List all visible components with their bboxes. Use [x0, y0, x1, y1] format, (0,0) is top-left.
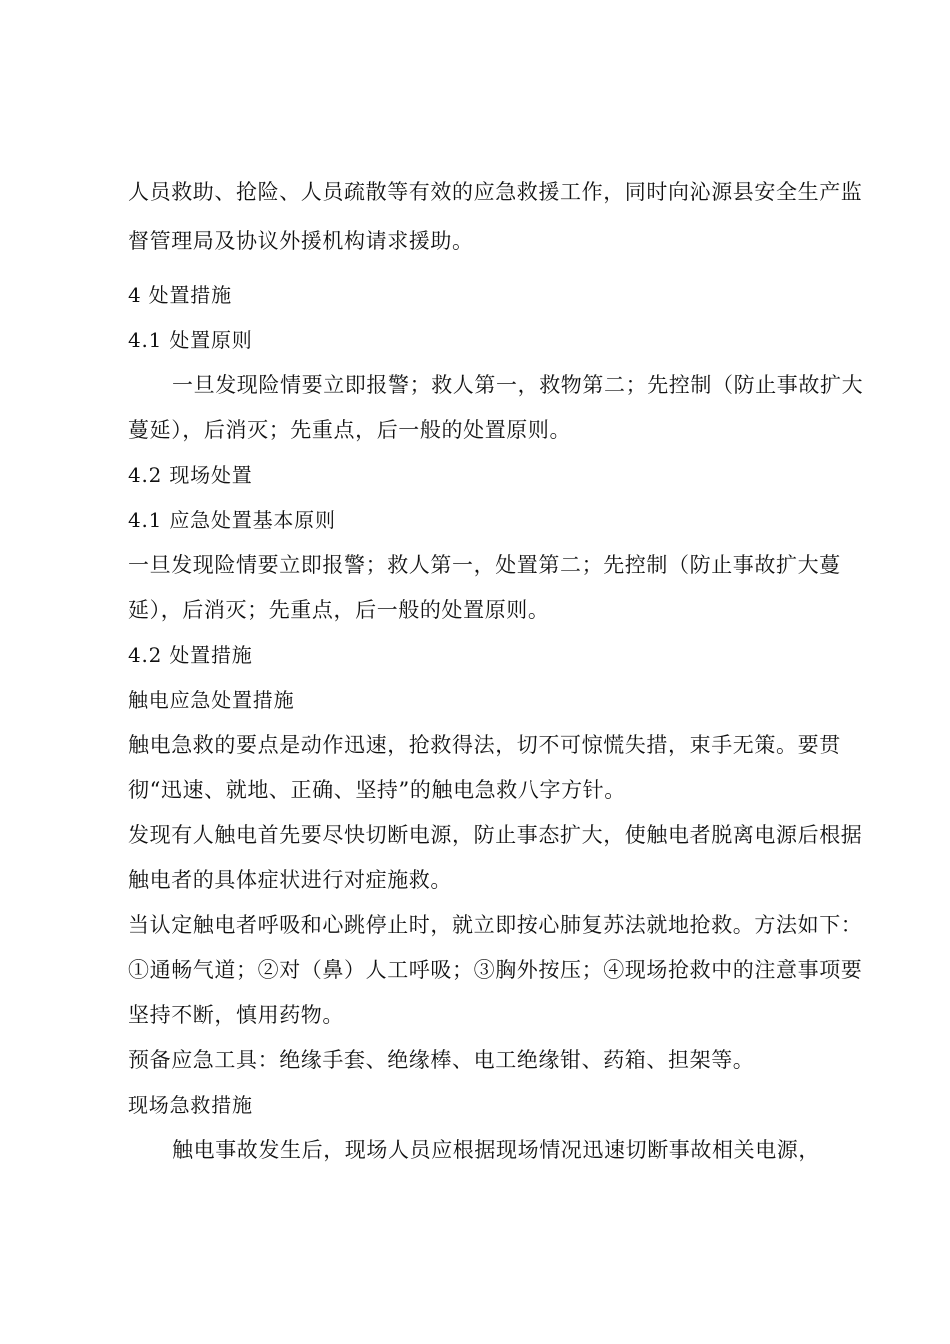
section-heading: 4 处置措施 [128, 283, 232, 307]
subsection-heading: 4.1 处置原则 [128, 328, 253, 352]
topic-heading: 现场急救措施 [128, 1093, 253, 1117]
subsection-heading: 4.2 现场处置 [128, 463, 253, 487]
paragraph-line: 发现有人触电首先要尽快切断电源，防止事态扩大，使触电者脱离电源后根据 [128, 823, 863, 847]
paragraph-line: 预备应急工具：绝缘手套、绝缘棒、电工绝缘钳、药箱、担架等。 [128, 1048, 755, 1072]
paragraph-line: 人员救助、抢险、人员疏散等有效的应急救援工作，同时向沁源县安全生产监 [128, 180, 863, 204]
paragraph-line: 触电急救的要点是动作迅速，抢救得法，切不可惊慌失措，束手无策。要贯 [128, 733, 841, 757]
paragraph-line: 蔓延），后消灭；先重点，后一般的处置原则。 [128, 418, 572, 442]
paragraph-line: 触电者的具体症状进行对症施救。 [128, 868, 452, 892]
paragraph-line: 一旦发现险情要立即报警；救人第一，处置第二；先控制（防止事故扩大蔓 [128, 553, 841, 577]
paragraph-line: 坚持不断，慎用药物。 [128, 1003, 344, 1027]
paragraph-line: 督管理局及协议外援机构请求援助。 [128, 229, 474, 253]
paragraph-line: 一旦发现险情要立即报警；救人第一，救物第二；先控制（防止事故扩大 [172, 373, 864, 397]
subsection-heading: 4.1 应急处置基本原则 [128, 508, 336, 532]
paragraph-line: 当认定触电者呼吸和心跳停止时，就立即按心肺复苏法就地抢救。方法如下： [128, 913, 863, 937]
paragraph-line: 触电事故发生后，现场人员应根据现场情况迅速切断事故相关电源， [172, 1138, 820, 1162]
paragraph-line: 延），后消灭；先重点，后一般的处置原则。 [128, 598, 550, 622]
paragraph-line: 彻“迅速、就地、正确、坚持”的触电急救八字方针。 [128, 778, 626, 802]
paragraph-line: ①通畅气道；②对（鼻）人工呼吸；③胸外按压；④现场抢救中的注意事项要 [128, 958, 863, 982]
topic-heading: 触电应急处置措施 [128, 688, 295, 712]
subsection-heading: 4.2 处置措施 [128, 643, 253, 667]
